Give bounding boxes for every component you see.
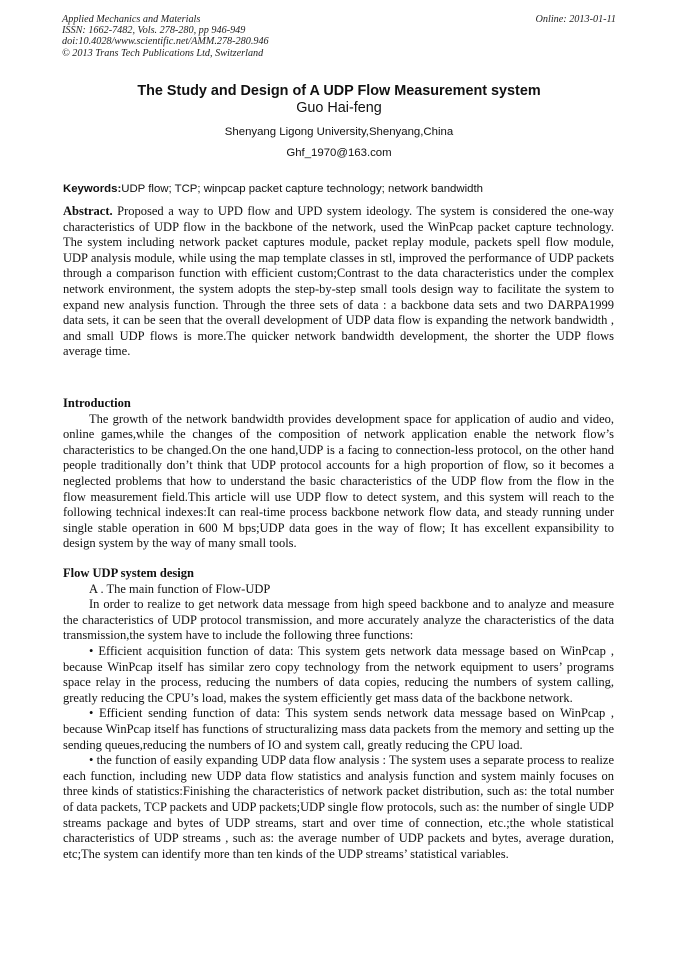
flow-design-section	[63, 566, 614, 862]
introduction-paragraph: The growth of the network bandwidth provides development space for application of audio and video, online games,while the changes of the composition of network application enable the network flow’s characteristics to be changed.On the one hand,UDP is a facing to connection-less protocol, on the other hand people traditionally don’t think that UDP protocol accounts for a high proportion of flow, so it becomes a neglected problems that how to understand the basic characteristics of the UDP flow from the flow in the flow measurement field.This article will use UDP flow to detect system, and this system will reach to the following technical indexes:It can real-time process backbone network flow data, and steady running under single stable operation in 600 M bps;UDP data goes in the way of flow; It has excellent expansibility to design system by the way of many small tools.	[63, 411, 614, 551]
keywords-label: Keywords:	[63, 183, 122, 195]
author-email: Ghf_1970@163.com	[286, 147, 392, 159]
abstract-text: Proposed a way to UPD flow and UPD system ideology. The system is considered the one-way characteristics of UDP flow in the backbone of the network, used the WinPcap packet capture technology. The system including network packet captures module, packet replay module, packets spell flow module, UDP analysis module, while using the map template classes in stl, improved the performance of UDP packets through a comparison function with efficient custom;Contrast to the data characteristics under the complex network environment, the system adopts the step-by-step small tools design way to facilitate the system to expand new analysis function. Through the three sets of data : a backbone data sets and two DARPA1999 data sets, it can be seen that the overall development of UDP data flow is expanding the network bandwidth , and small UDP flows is more.The quicker network bandwidth development, the shorter the UDP flows average time.	[63, 204, 614, 359]
doi-line: doi:10.4028/www.scientific.net/AMM.278-280.946	[62, 36, 269, 48]
flow-design-subheading: A . The main function of Flow-UDP	[89, 581, 271, 596]
keywords-text: UDP flow; TCP; winpcap packet capture technology; network bandwidth	[121, 183, 483, 195]
keywords-line	[63, 182, 617, 196]
issn-line: ISSN: 1662-7482, Vols. 278-280, pp 946-949	[62, 25, 246, 37]
online-date: Online: 2013-01-11	[535, 14, 616, 25]
introduction-heading: Introduction	[63, 396, 131, 410]
bullet-expansion: • the function of easily expanding UDP data flow analysis : The system uses a separate process to realize each function, including new UDP data flow statistics and analysis function and system mainly focuses on three kinds of statistics:Finishing the characteristics of network packet distribution, such as: the total number of data packets, TCP packets and UDP packets;UDP single flow protocols, such as: the number of single UDP streams package and bytes of UDP streams, start and over time of connection, etc.;the whole statistical characteristics of UDP streams , such as: the average number of UDP packets and bytes, average duration, etc;The system can identify more than ten kinds of the UDP streams’ statistical variables.	[63, 753, 614, 861]
abstract-label: Abstract.	[63, 204, 113, 218]
flow-design-intro: In order to realize to get network data message from high speed backbone and to analyze and measure the characteristics of UDP protocol transmission, and more accurately analyze the characteristics of the data transmission,the system have to include the following three functions:	[63, 597, 614, 643]
paper-title: The Study and Design of A UDP Flow Measurement system	[137, 83, 541, 99]
bullet-sending: • Efficient sending function of data: This system sends network data message based on WinPcap , because WinPcap itself has functions of structuralizing mass data packets from the memory and setting up the sending queues,reducing the numbers of IO and system call, greatly reducing the CPU load.	[63, 706, 614, 752]
author-name: Guo Hai-feng	[296, 100, 382, 116]
abstract-section	[63, 204, 614, 360]
flow-design-heading: Flow UDP system design	[63, 566, 194, 580]
introduction-section	[63, 396, 614, 552]
bullet-acquisition: • Efficient acquisition function of data: This system gets network data message based on WinPcap , because WinPcap itself has similar zero copy technology from the network equipment to users’ programs space relay in the process, reducing the numbers of data copies, reducing the numbers of system calling, greatly reducing the CPU’s load, makes the system efficiently get mass data of the backbone network.	[63, 643, 614, 705]
copyright-line: © 2013 Trans Tech Publications Ltd, Switzerland	[62, 47, 264, 59]
author-affiliation: Shenyang Ligong University,Shenyang,China	[224, 126, 454, 138]
journal-header	[62, 14, 616, 59]
journal-name: Applied Mechanics and Materials	[62, 14, 201, 25]
